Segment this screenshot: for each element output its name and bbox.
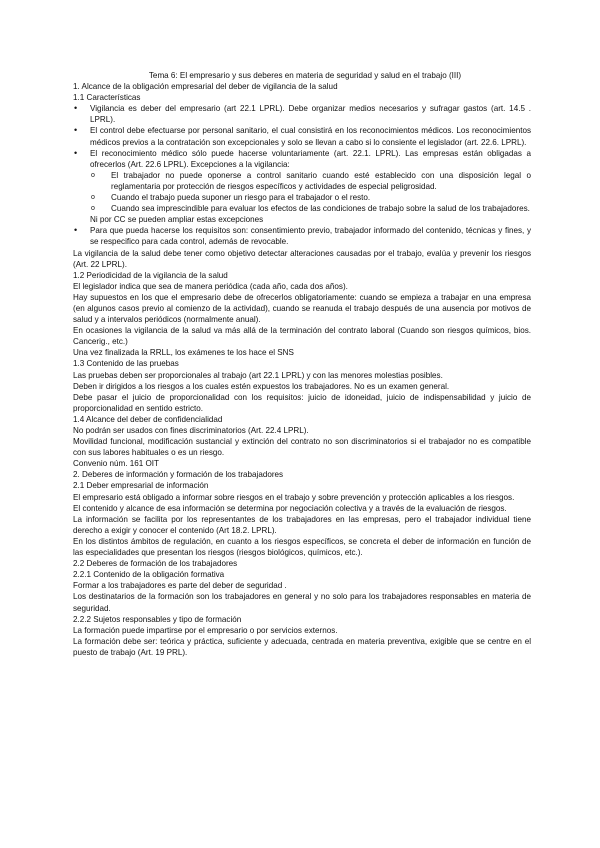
paragraph: La vigilancia de la salud debe tener como objetivo detectar alteraciones causadas por el trabajo, evalúa y prevenir los riesgos (Art. 22 LPRL). (73, 248, 531, 269)
list-item: • El control debe efectuarse por personal sanitario, el cual consistirá en los reconocimientos médicos. Los reconocimientos médicos previos a la contratación son excepcionales y solo se llevan a cabo si lo consiente el legislador (art. 22.6. LPRL). (73, 125, 531, 147)
list-item (73, 148, 531, 226)
sub-list-item: o Cuando sea imprescindible para evaluar los efectos de las condiciones de trabajo sobre la salud de los trabajadores. (90, 203, 531, 214)
paragraph: Hay supuestos en los que el empresario debe de ofrecerlos obligatoriamente: cuando se empieza a trabajar en una empresa (en algunos casos previo al comienzo de la actividad), cuando se reanuda el trabajo después de una ausencia por motivos de salud y a intervalos periódicos (normalmente anual). (73, 292, 531, 325)
paragraph: Una vez finalizada la RRLL, los exámenes te los hace el SNS (73, 348, 294, 358)
paragraph: El legislador indica que sea de manera periódica (cada año, cada dos años). (73, 281, 348, 291)
paragraph: El empresario está obligado a informar sobre riesgos en el trabajo y sobre prevención y protección aplicables a los riesgos. (73, 492, 515, 502)
paragraph: Movilidad funcional, modificación sustancial y extinción del contrato no son discriminatorios si el trabajador no es compatible con sus labores habituales o es un riesgo. (73, 437, 531, 458)
paragraph: En ocasiones la vigilancia de la salud va más allá de la terminación del contrato laboral (Cuando son riesgos químicos, bios. Cancerig., etc.) (73, 326, 531, 347)
list-item: • Para que pueda hacerse los requisitos son: consentimiento previo, trabajador informado del contenido, técnicas y fines, y se respecifico para cada control, además de revocable. (73, 225, 531, 247)
paragraph: No podrán ser usados con fines discriminatorios (Art. 22.4 LPRL). (73, 426, 309, 435)
paragraph: Los destinatarios de la formación son los trabajadores en general y no solo para los trabajadores responsables en materia de seguridad. (73, 592, 531, 613)
section-1-4-heading: 1.4 Alcance del deber de confidencialidad (73, 414, 223, 424)
document-title: Tema 6: El empresario y sus deberes en materia de seguridad y salud en el trabajo (III) (148, 71, 462, 80)
list-item-text: El reconocimiento médico sólo puede hacerse voluntariamente (art. 22.1. LPRL). Las empresas están obligadas a ofrecerlos (Art. 22.6 LPRL). Excepciones a la vigilancia: (90, 148, 531, 169)
paragraph: La formación debe ser: teórica y práctica, suficiente y adecuada, centrada en materia preventiva, exigible que se centre en el puesto de trabajo (Art. 19 PRL). (73, 636, 531, 657)
paragraph: El contenido y alcance de esa información se determina por negociación colectiva y a través de la evaluación de riesgos. (73, 503, 507, 513)
section-2-heading: 2. Deberes de información y formación de los trabajadores (73, 470, 284, 480)
section-1-2-heading: 1.2 Periodicidad de la vigilancia de la salud (73, 270, 228, 280)
section-1-1-heading: 1.1 Características (73, 93, 141, 103)
paragraph: Las pruebas deben ser proporcionales al trabajo (art 22.1 LPRL) y con las menores molestias posibles. (73, 370, 443, 380)
characteristics-list (73, 103, 531, 247)
section-1-3-heading: 1.3 Contenido de las pruebas (73, 359, 179, 369)
sub-list-item: o El trabajador no puede oponerse a control sanitario cuando esté establecido con una disposición legal o reglamentaria por protección de riesgos específicos y actividades de especial peligrosidad. (90, 170, 531, 192)
paragraph: Deben ir dirigidos a los riesgos a los cuales estén expuestos los trabajadores. No es un examen general. (73, 381, 450, 391)
exceptions-list (90, 170, 531, 214)
exceptions-note: Ni por CC se pueden ampliar estas excepciones (90, 215, 264, 225)
paragraph: En los distintos ámbitos de regulación, en cuanto a los riesgos específicos, se concreta el deber de información en función de las especialidades que presentan los riesgos (riesgos biológicos, químicos, etc.). (73, 536, 531, 558)
list-item: • Vigilancia es deber del empresario (art 22.1 LPRL). Debe organizar medios necesarios y sufragar gastos (art. 14.5 . LPRL). (73, 103, 531, 125)
section-2-2-1-heading: 2.2.1 Contenido de la obligación formativa (73, 570, 225, 580)
paragraph: Debe pasar el juicio de proporcionalidad con los requisitos: juicio de idoneidad, juicio de indispensabilidad y juicio de proporcionalidad en sentido estricto. (73, 392, 531, 413)
sub-list-item: o Cuando el trabajo pueda suponer un riesgo para el trabajador o el resto. (90, 192, 531, 203)
paragraph: La información se facilita por los representantes de los trabajadores en las empresas, pero el trabajador individual tiene derecho a exigir y conocer el contenido (Art 18.2. LPRL). (73, 514, 531, 535)
section-2-2-2-heading: 2.2.2 Sujetos responsables y tipo de formación (73, 614, 242, 624)
paragraph: Formar a los trabajadores es parte del deber de seguridad . (73, 581, 287, 591)
section-2-1-heading: 2.1 Deber empresarial de información (73, 481, 209, 491)
paragraph: La formación puede impartirse por el empresario o por servicios externos. (73, 625, 338, 635)
document-body (73, 70, 531, 658)
paragraph: Convenio núm. 161 OIT (73, 459, 159, 469)
section-2-2-heading: 2.2 Deberes de formación de los trabajadores (73, 559, 238, 569)
section-1-heading: 1. Alcance de la obligación empresarial del deber de vigilancia de la salud (73, 82, 338, 92)
